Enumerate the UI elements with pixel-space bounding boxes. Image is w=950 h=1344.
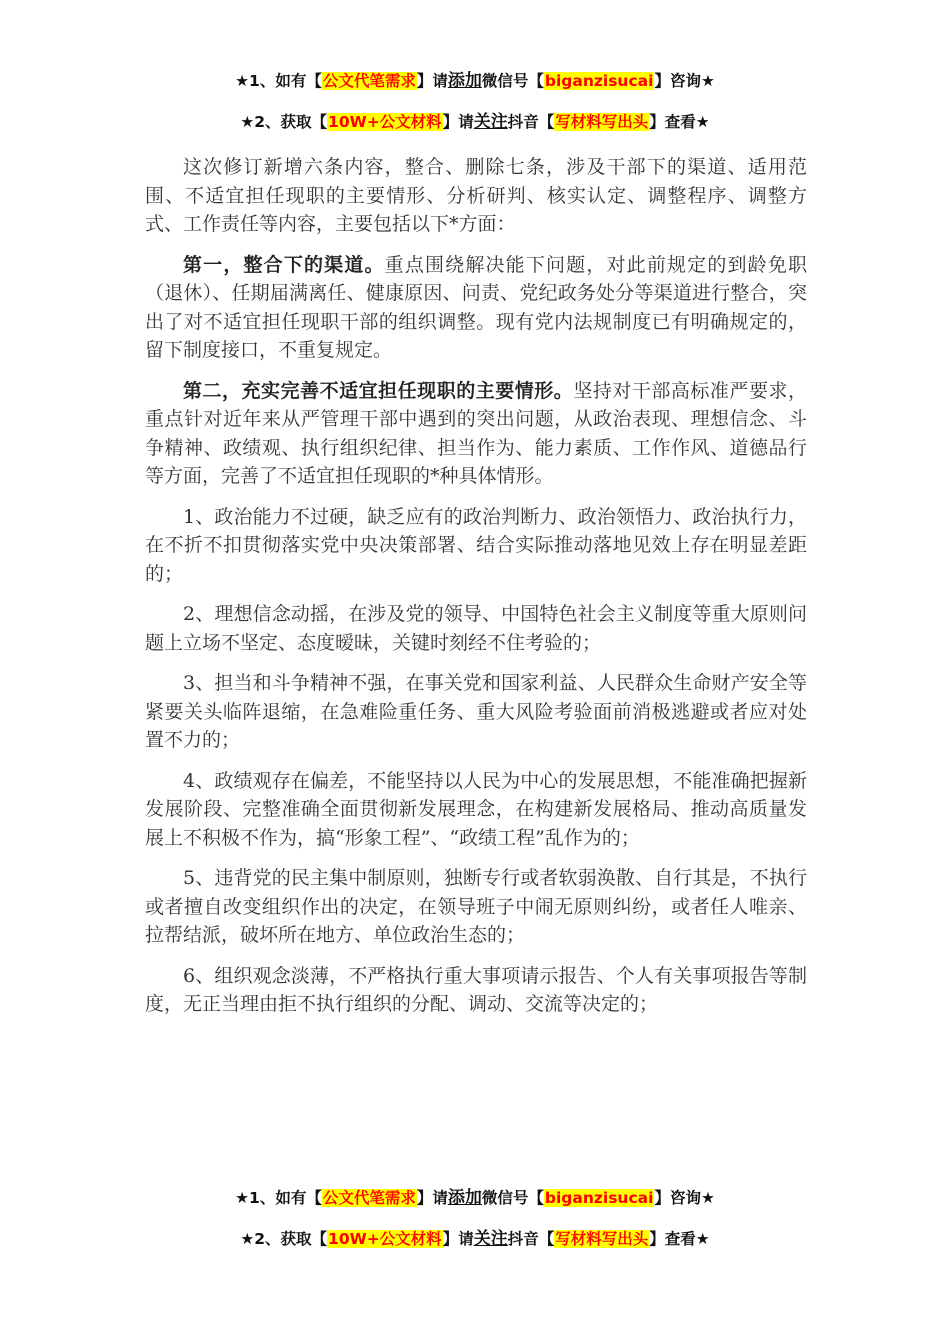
list-item-3: 3、担当和斗争精神不强，在事关党和国家利益、人民群众生命财产安全等紧要关头临阵退缩，在急难险重任务、重大风险考验面前消极逃避或者应对处置不力的；	[145, 672, 807, 751]
banner-text: 】请	[416, 72, 448, 90]
banner-highlight: 10W+公文材料	[328, 1230, 442, 1248]
list-item-6: 6、组织观念淡薄，不严格执行重大事项请示报告、个人有关事项报告等制度，无正当理由拒不执行组织的分配、调动、交流等决定的；	[145, 964, 807, 1015]
bottom-banner-line-1	[0, 1187, 950, 1209]
list-item-1: 1、政治能力不过硬，缺乏应有的政治判断力、政治领悟力、政治执行力，在不折不扣贯彻落实党中央决策部署、结合实际推动落地见效上存在明显差距的；	[145, 505, 807, 585]
paragraph-2	[145, 377, 807, 491]
top-banner-line-1	[0, 70, 950, 92]
list-item-4: 4、政绩观存在偏差，不能坚持以人民为中心的发展思想，不能准确把握新发展阶段、完整准确全面贯彻新发展理念，在构建新发展格局、推动高质量发展上不积极不作为，搞“形象工程”、“政绩工程”乱作为的；	[145, 769, 807, 849]
banner-text: 微信号【	[481, 1189, 544, 1207]
banner-text: 】请	[442, 113, 474, 131]
paragraph-1-heading: 第一，整合下的渠道。	[183, 253, 385, 276]
list-item-5: 5、违背党的民主集中制原则，独断专行或者软弱涣散、自行其是，不执行或者擅自改变组织作出的决定，在领导班子中闹无原则纠纷，或者任人唯亲、拉帮结派，破坏所在地方、单位政治生态的；	[145, 867, 807, 946]
banner-highlight: 公文代笔需求	[322, 1189, 416, 1207]
banner-emphasis: 关注	[473, 1229, 508, 1249]
banner-text: 】请	[416, 1189, 448, 1207]
paragraph-1	[145, 251, 807, 365]
top-banner-line-2	[0, 111, 950, 133]
document-body	[145, 153, 807, 1031]
banner-text: 】咨询★	[654, 72, 715, 90]
paragraph-2-heading: 第二，充实完善不适宜担任现职的主要情形。	[183, 379, 574, 402]
banner-text: ★1、如有【	[235, 72, 322, 90]
banner-highlight: 写材料写出头	[555, 113, 649, 131]
intro-paragraph: 这次修订新增六条内容，整合、删除七条，涉及干部下的渠道、适用范围、不适宜担任现职的主要情形、分析研判、核实认定、调整程序、调整方式、工作责任等内容，主要包括以下*方面：	[145, 156, 807, 235]
banner-emphasis: 关注	[473, 112, 508, 132]
banner-highlight: 10W+公文材料	[328, 113, 442, 131]
banner-text: ★2、获取【	[240, 1230, 328, 1248]
banner-text: 】查看★	[649, 1230, 710, 1248]
banner-emphasis: 添加	[447, 1188, 482, 1208]
list-item-2: 2、理想信念动摇，在涉及党的领导、中国特色社会主义制度等重大原则问题上立场不坚定、态度暧昧，关键时刻经不住考验的；	[145, 603, 807, 654]
banner-highlight: 写材料写出头	[555, 1230, 649, 1248]
banner-highlight: 公文代笔需求	[322, 72, 416, 90]
banner-text: 抖音【	[507, 1230, 555, 1248]
banner-highlight: biganzisucai	[544, 1189, 654, 1207]
bottom-banner-line-2	[0, 1228, 950, 1250]
banner-text: ★2、获取【	[240, 113, 328, 131]
banner-text: 】请	[442, 1230, 474, 1248]
paragraph-2-text: 坚持对干部高标准严要求，重点针对近年来从严管理干部中遇到的突出问题，从政治表现、理想信念、斗争精神、政绩观、执行组织纪律、担当作为、能力素质、工作作风、道德品行等方面，完善了不适宜担任现职的*种具体情形。	[145, 379, 807, 487]
banner-text: 微信号【	[481, 72, 544, 90]
banner-text: 抖音【	[507, 113, 555, 131]
banner-text: ★1、如有【	[235, 1189, 322, 1207]
banner-text: 】咨询★	[654, 1189, 715, 1207]
banner-text: 】查看★	[649, 113, 710, 131]
banner-highlight: biganzisucai	[544, 72, 654, 90]
paragraph-1-text: 重点围绕解决能下问题，对此前规定的到龄免职（退休）、任期届满离任、健康原因、问责、党纪政务处分等渠道进行整合，突出了对不适宜担任现职干部的组织调整。现有党内法规制度已有明确规定的，留下制度接口，不重复规定。	[145, 253, 807, 361]
banner-emphasis: 添加	[447, 71, 482, 91]
